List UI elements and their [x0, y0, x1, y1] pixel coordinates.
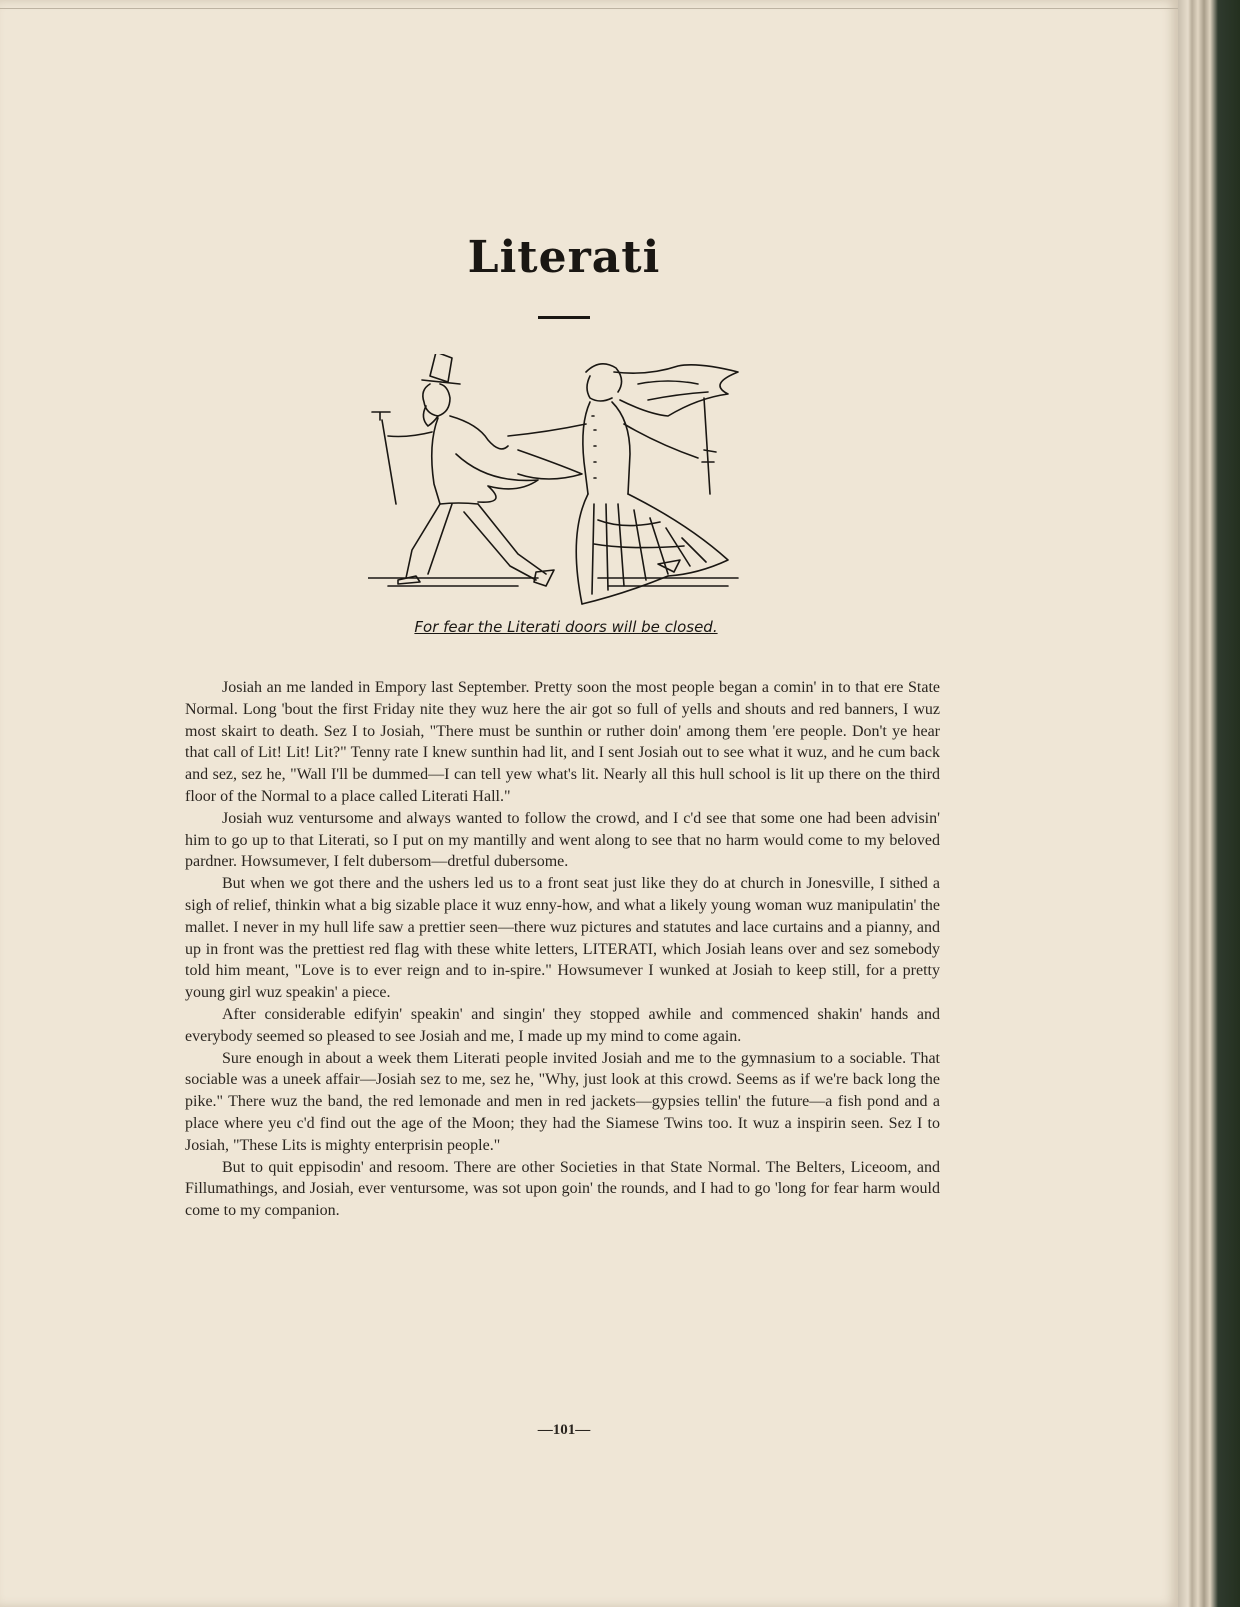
- page-title: Literati: [467, 232, 661, 283]
- dancing-couple-illustration: [368, 354, 768, 642]
- book-page-edges: [1178, 0, 1240, 1607]
- paragraph-1: Josiah an me landed in Empory last September. Pretty soon the most people began a comin' in to that ere State Normal. Long 'bout the first Friday nite they wuz here the air got so full of yells and shouts and red banners, I wuz most skairt to death. Sez I to Josiah, "There must be sunthin or ruther doin' among them 'ere people. Don't ye hear that call of Lit! Lit! Lit?" Tenny rate I knew sunthin had lit, and I sent Josiah out to see what it wuz, and he cum back and sez, sez he, "Wall I'll be dummed—I can tell yew what's lit. Nearly all this hull school is lit up there on the third floor of the Normal to a place called Literati Hall.": [185, 679, 940, 805]
- page-number: —101—: [537, 1422, 591, 1438]
- paragraph-3: But when we got there and the ushers led us to a front seat just like they do at church in Jonesville, I sithed a sigh of relief, thinkin what a big sizable place it wuz enny-how, and what a likely young woman wuz manipulatin' the mallet. I never in my hull life saw a prettier seen—there wuz pictures and statutes and lace curtains and a pianny, and up in front was the prettiest red flag with these white letters, LITERATI, which Josiah leans over and sez somebody told him meant, "Love is to ever reign and to in-spire." Howsumever I wunked at Josiah to keep still, for a pretty young girl wuz speakin' a piece.: [185, 875, 940, 1002]
- illustration-caption: For fear the Literati doors will be closed.: [414, 618, 718, 636]
- top-edge-rule: [0, 8, 1178, 9]
- article-body: [185, 677, 940, 1222]
- paragraph-5: Sure enough in about a week them Literati people invited Josiah and me to the gymnasium to a sociable. That sociable was a uneek affair—Josiah sez to me, sez he, "Why, just look at this crowd. Seems as if we're back long the pike." There wuz the band, the red lemonade and men in red jackets—gypsies tellin' the future—a fish pond and a place where yeu c'd find out the age of the Moon; they had the Siamese Twins too. It wuz a inspirin seen. Sez I to Josiah, "These Lits is mighty enterprisin people.": [185, 1049, 940, 1154]
- paragraph-2: Josiah wuz ventursome and always wanted to follow the crowd, and I c'd see that some one had been advisin' him to go up to that Literati, so I put on my mantilly and went along to see that no harm would come to my beloved pardner. Howsumever, I felt dubersom—dretful dubersome.: [185, 809, 940, 871]
- paragraph-6: But to quit eppisodin' and resoom. There are other Societies in that State Normal. The Belters, Liceoom, and Fillumathings, and Josiah, ever ventursome, was sot upon goin' the rounds, and I had to go 'long for fear harm would come to my companion.: [185, 1158, 940, 1220]
- title-underline: [538, 316, 590, 319]
- paragraph-4: After considerable edifyin' speakin' and singin' they stopped awhile and commenced shakin' hands and everybody seemed so pleased to see Josiah and me, I made up my mind to come again.: [185, 1005, 940, 1045]
